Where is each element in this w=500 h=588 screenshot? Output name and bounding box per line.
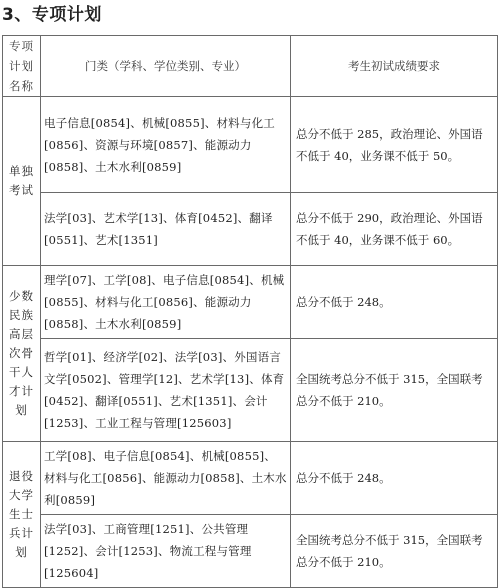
table-row xyxy=(3,515,498,588)
category-cell: 法学[03]、工商管理[1251]、公共管理[1252]、会计[1253]、物流工程与管理[125604] xyxy=(41,515,291,588)
category-cell: 哲学[01]、经济学[02]、法学[03]、外国语言文学[0502]、管理学[12]、艺术学[13]、体育[0452]、翻译[0551]、艺术[1351]、会计[1253]、工业工程与管理[125603] xyxy=(41,339,291,442)
header-plan-name: 专项计划名称 xyxy=(3,36,41,97)
requirement-cell: 总分不低于 248。 xyxy=(291,266,498,339)
requirement-cell: 总分不低于 285，政治理论、外国语不低于 40，业务课不低于 50。 xyxy=(291,97,498,193)
plan-name-cell: 单独考试 xyxy=(3,97,41,266)
requirement-cell: 全国统考总分不低于 315，全国联考总分不低于 210。 xyxy=(291,339,498,442)
table-row xyxy=(3,97,498,193)
section-title: 3、专项计划 xyxy=(2,5,102,25)
category-cell: 理学[07]、工学[08]、电子信息[0854]、机械[0855]、材料与化工[0856]、能源动力[0858]、土木水利[0859] xyxy=(41,266,291,339)
requirement-cell: 全国统考总分不低于 315，全国联考总分不低于 210。 xyxy=(291,515,498,588)
header-category: 门类（学科、学位类别、专业） xyxy=(41,36,291,97)
category-cell: 法学[03]、艺术学[13]、体育[0452]、翻译[0551]、艺术[1351] xyxy=(41,193,291,266)
table-row xyxy=(3,339,498,442)
special-plan-table xyxy=(2,35,498,588)
table-row xyxy=(3,266,498,339)
category-cell: 电子信息[0854]、机械[0855]、材料与化工[0856]、资源与环境[0857]、能源动力[0858]、土木水利[0859] xyxy=(41,97,291,193)
table-row xyxy=(3,442,498,515)
header-requirement: 考生初试成绩要求 xyxy=(291,36,498,97)
table-header-row xyxy=(3,36,498,97)
plan-name-cell: 少数民族高层次骨干人才计划 xyxy=(3,266,41,442)
table-row xyxy=(3,193,498,266)
plan-name-cell: 退役大学生士兵计划 xyxy=(3,442,41,588)
requirement-cell: 总分不低于 248。 xyxy=(291,442,498,515)
category-cell: 工学[08]、电子信息[0854]、机械[0855]、材料与化工[0856]、能源动力[0858]、土木水利[0859] xyxy=(41,442,291,515)
requirement-cell: 总分不低于 290，政治理论、外国语不低于 40，业务课不低于 60。 xyxy=(291,193,498,266)
